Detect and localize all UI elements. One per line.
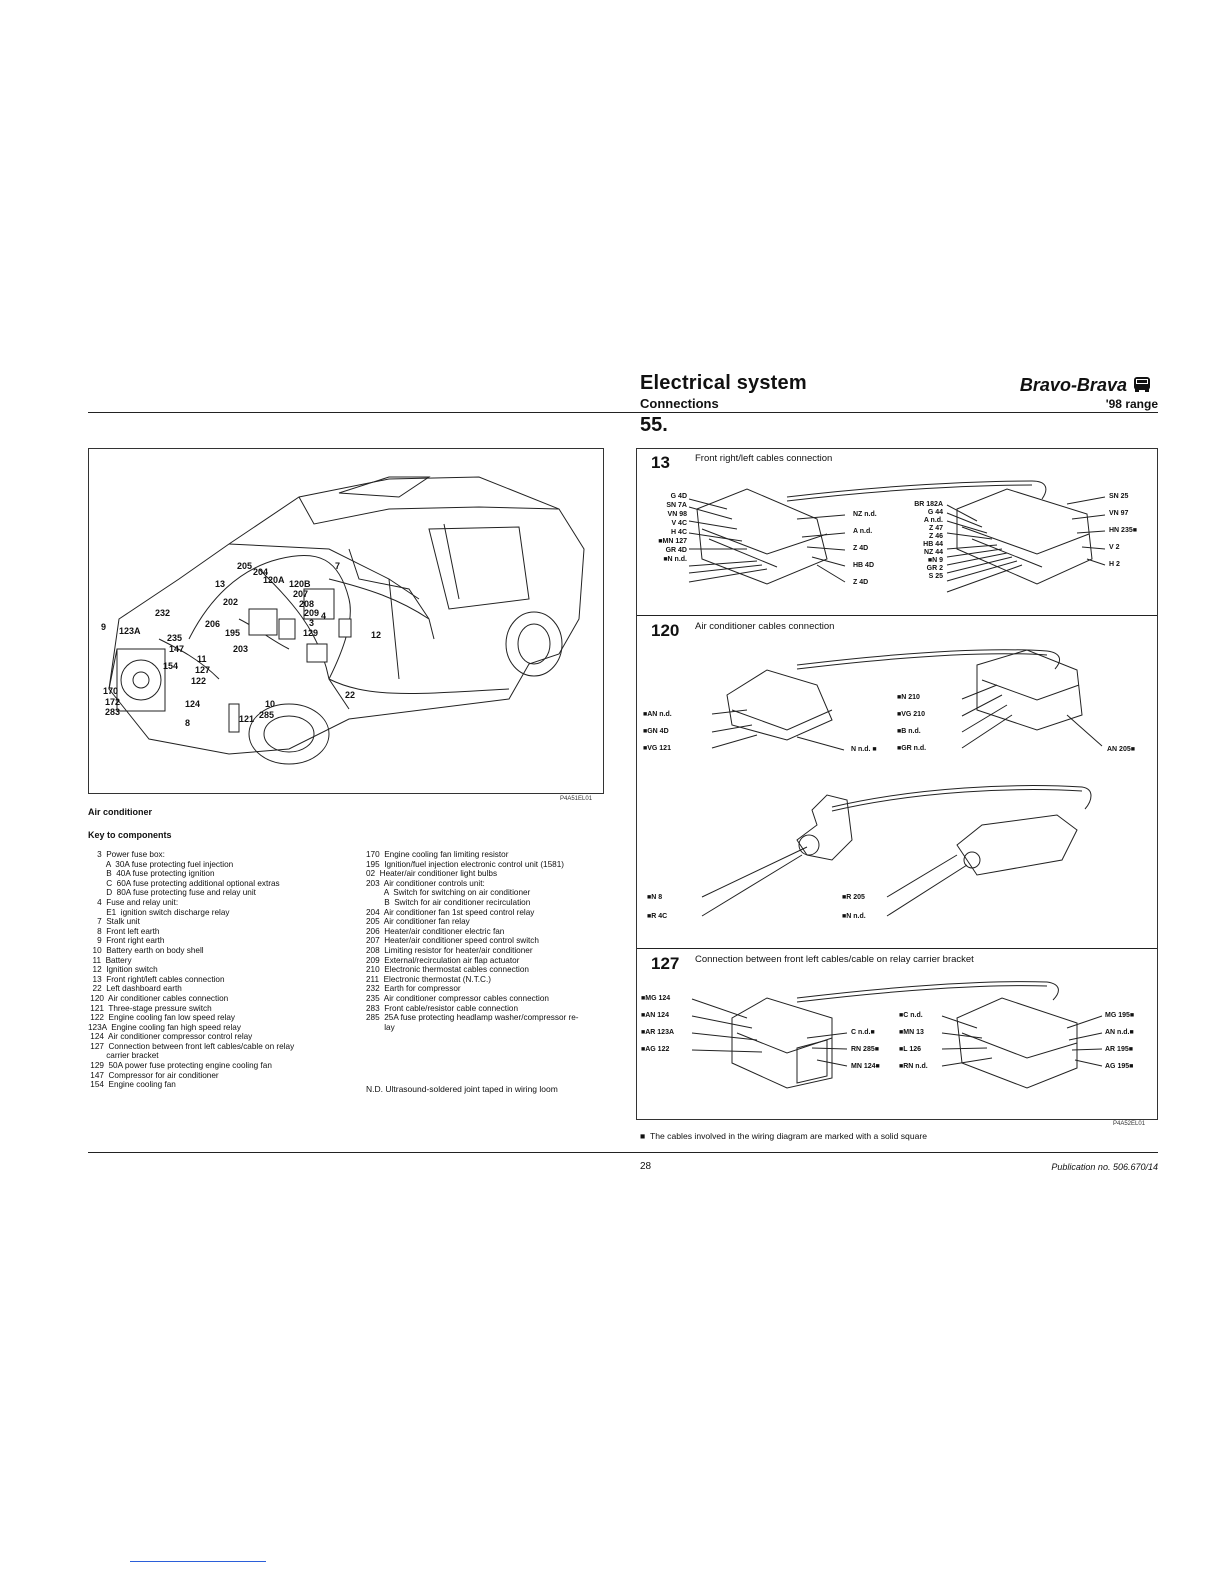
- callout-22: 22: [345, 690, 356, 700]
- pin-code: SN 7A: [666, 502, 687, 509]
- solid-square-icon: [870, 1029, 874, 1036]
- panel-120-right-pin-label: AN 205: [1107, 746, 1131, 753]
- callout-123A: 123A: [119, 626, 141, 636]
- pin-label: [887, 501, 943, 509]
- panel-127-left-pins: [641, 995, 674, 1063]
- pin-label: [1105, 1012, 1134, 1029]
- pin-code: GR 2: [926, 565, 943, 572]
- pin-label: [641, 1029, 674, 1046]
- key-right-item: 207 Heater/air conditioner speed control switch: [366, 936, 539, 946]
- pin-label: [851, 1029, 880, 1046]
- pin-code: A n.d.: [853, 528, 873, 535]
- pin-code: H 4C: [671, 529, 687, 536]
- pin-code: HB 44: [923, 541, 943, 548]
- pin-code: S 25: [928, 573, 943, 580]
- pin-label: [853, 528, 877, 545]
- panel-127-mid-pins: [851, 1029, 880, 1080]
- solid-square-icon: [872, 746, 876, 753]
- pin-label: [853, 511, 877, 528]
- panel-13-number: 13: [651, 453, 670, 472]
- pin-code: VG 210: [901, 711, 925, 718]
- solid-square-icon: [1133, 527, 1137, 534]
- key-right-item: 205 Air conditioner fan relay: [366, 917, 470, 927]
- pin-label: [1105, 1063, 1134, 1080]
- page-number: 28: [640, 1161, 652, 1172]
- panel-120-mid-pin: [851, 746, 877, 754]
- car-figure-code: P4A51EL01: [560, 796, 593, 802]
- pin-label: [637, 538, 687, 547]
- key-right-item: 195 Ignition/fuel injection electronic control unit (1581): [366, 859, 564, 869]
- callout-283: 283: [105, 707, 121, 717]
- pin-label: [1105, 1029, 1134, 1046]
- pin-code: Z 4D: [853, 579, 869, 586]
- pin-label: [637, 556, 687, 565]
- callout-207: 207: [293, 589, 309, 599]
- pin-code: MN 13: [903, 1029, 924, 1036]
- pin-code: G 4D: [670, 493, 687, 500]
- pin-label: [641, 1046, 674, 1063]
- pin-code: C n.d.: [903, 1012, 923, 1019]
- callout-11: 11: [197, 654, 207, 664]
- nd-note: N.D. Ultrasound-soldered joint taped in wiring loom: [366, 1084, 558, 1094]
- key-left-item: C 60A fuse protecting additional optional extras: [88, 878, 280, 888]
- pin-label: [1109, 493, 1137, 510]
- pin-code: Z 4D: [853, 545, 869, 552]
- key-left-item: carrier bracket: [88, 1051, 159, 1061]
- pin-code: VN 98: [667, 511, 687, 518]
- key-right-item: 285 25A fuse protecting headlamp washer/compressor re-: [366, 1013, 579, 1023]
- pin-label: [643, 728, 672, 745]
- pin-label: [851, 1063, 880, 1080]
- pin-label: [637, 511, 687, 520]
- callout-170: 170: [103, 686, 119, 696]
- section-subtitle: Connections: [640, 396, 719, 411]
- key-right-item: 209 External/recirculation air flap actuator: [366, 955, 520, 965]
- car-wiring-illustration: [89, 449, 603, 793]
- pin-label: [842, 894, 866, 913]
- pin-label: [899, 1012, 928, 1029]
- pin-label: [887, 533, 943, 541]
- footnote: [640, 1131, 927, 1141]
- footnote-text: The cables involved in the wiring diagram are marked with a solid square: [649, 1131, 928, 1141]
- panel-13-title: Front right/left cables connection: [695, 453, 833, 464]
- pin-label: [637, 529, 687, 538]
- pin-label: [887, 557, 943, 565]
- solid-square-icon: [1130, 1012, 1134, 1019]
- pin-label: [637, 502, 687, 511]
- brand-text: Bravo-Brava: [1019, 375, 1127, 395]
- pin-code: NZ 44: [923, 549, 943, 556]
- pin-code: VN 97: [1109, 510, 1129, 517]
- pin-label: [643, 745, 672, 762]
- pin-code: N 8: [651, 894, 663, 901]
- key-right-item: A Switch for switching on air conditioner: [366, 888, 531, 898]
- key-left-item: 13 Front right/left cables connection: [88, 974, 225, 984]
- key-left-item: 11 Battery: [88, 955, 132, 965]
- key-right-item: 02 Heater/air conditioner light bulbs: [366, 869, 498, 879]
- header-rule: [88, 412, 1158, 413]
- pin-label: [899, 1029, 928, 1046]
- pin-code: N 9: [932, 557, 943, 564]
- callout-232: 232: [155, 608, 171, 618]
- key-section-title: Air conditioner: [88, 807, 153, 817]
- pin-label: [647, 894, 667, 913]
- callout-195: 195: [225, 628, 241, 638]
- pin-code: B n.d.: [901, 728, 921, 735]
- panel-13-left-pins: [637, 493, 687, 565]
- callout-203: 203: [233, 644, 249, 654]
- pin-code: H 2: [1109, 561, 1120, 568]
- callout-124: 124: [185, 699, 201, 709]
- key-left-item: 123A Engine cooling fan high speed relay: [88, 1022, 241, 1032]
- callout-202: 202: [223, 597, 239, 607]
- key-left-item: 121 Three-stage pressure switch: [88, 1003, 212, 1013]
- panel-127-number: 127: [651, 954, 680, 973]
- pin-label: [842, 913, 866, 932]
- key-right-item: 170 Engine cooling fan limiting resistor: [366, 850, 509, 859]
- key-right-item: 232 Earth for compressor: [366, 984, 461, 994]
- callout-208: 208: [299, 599, 315, 609]
- pin-code: R 205: [846, 894, 865, 901]
- callout-147: 147: [169, 644, 185, 654]
- panel-120b-left-pins: [647, 894, 667, 932]
- key-left-item: 4 Fuse and relay unit:: [88, 897, 179, 907]
- callout-9: 9: [101, 622, 107, 632]
- key-right-item: 283 Front cable/resistor cable connection: [366, 1003, 519, 1013]
- pin-label: [1109, 544, 1137, 561]
- callout-3: 3: [309, 618, 315, 628]
- callout-205: 205: [237, 561, 253, 571]
- pin-code: R 4C: [651, 913, 668, 920]
- panel-13-mid-pins: [853, 511, 877, 596]
- pin-code: AN n.d.: [1105, 1029, 1130, 1036]
- fiat-logo-icon: [1132, 374, 1152, 394]
- connector-120-drawing: [637, 615, 1157, 948]
- pin-code: HB 4D: [853, 562, 875, 569]
- pin-code: VG 121: [647, 745, 671, 752]
- panel-120b-right-pins: [842, 894, 866, 932]
- solid-square-icon: [876, 1063, 880, 1070]
- key-left-item: 22 Left dashboard earth: [88, 984, 182, 994]
- pin-code: GR n.d.: [901, 745, 927, 752]
- pin-code: AN 124: [645, 1012, 669, 1019]
- section-title: Electrical system: [640, 372, 807, 394]
- pin-code: HN 235: [1109, 527, 1133, 534]
- key-left-item: E1 ignition switch discharge relay: [88, 907, 230, 917]
- key-heading: Key to components: [88, 830, 172, 840]
- pin-label: [853, 562, 877, 579]
- solid-square-icon: [1129, 1063, 1133, 1070]
- callout-206: 206: [205, 619, 221, 629]
- callout-209: 209: [304, 608, 320, 618]
- key-left-item: 147 Compressor for air conditioner: [88, 1070, 219, 1080]
- pin-code: SN 25: [1109, 493, 1129, 500]
- footer-rule: [88, 1152, 1158, 1153]
- page-section-number: 55.: [640, 414, 668, 436]
- model-range: '98 range: [1105, 397, 1158, 411]
- solid-square-icon: [1129, 1046, 1133, 1053]
- callout-235: 235: [167, 633, 183, 643]
- panel-120-number: 120: [651, 621, 680, 640]
- pin-label: [853, 545, 877, 562]
- pin-label: [887, 541, 943, 549]
- pin-code: MG 195: [1105, 1012, 1130, 1019]
- pin-code: AR 123A: [645, 1029, 675, 1036]
- pin-label: [887, 509, 943, 517]
- pin-code: N n.d.: [846, 913, 866, 920]
- pin-label: [887, 517, 943, 525]
- callout-12: 12: [371, 630, 382, 640]
- key-left-item: 10 Battery earth on body shell: [88, 945, 204, 955]
- panels-figure-code: P4A52EL01: [1113, 1121, 1146, 1127]
- pin-label: [887, 525, 943, 533]
- key-left-item: B 40A fuse protecting ignition: [88, 869, 215, 879]
- pin-code: MN 127: [662, 538, 687, 545]
- solid-square-icon: [875, 1046, 879, 1053]
- pin-code: V 2: [1109, 544, 1120, 551]
- pin-code: AG 122: [645, 1046, 670, 1053]
- panel-120-left-pins: [643, 711, 672, 762]
- panel-120-right-pin: [1107, 746, 1135, 754]
- pin-label: [647, 913, 667, 932]
- callout-120A: 120A: [263, 575, 285, 585]
- solid-square-icon: [1131, 746, 1135, 753]
- panel-120-right-left-pins: [897, 694, 926, 762]
- pin-code: G 44: [927, 509, 943, 516]
- key-right-item: 203 Air conditioner controls unit:: [366, 878, 485, 888]
- callout-129: 129: [303, 628, 319, 638]
- pin-code: MN 124: [851, 1063, 876, 1070]
- key-left-column: [88, 850, 294, 1090]
- callout-122: 122: [191, 676, 207, 686]
- key-left-item: D 80A fuse protecting fuse and relay unit: [88, 888, 256, 898]
- key-right-item: 208 Limiting resistor for heater/air conditioner: [366, 945, 533, 955]
- pin-code: MG 124: [645, 995, 671, 1002]
- key-left-item: 12 Ignition switch: [88, 965, 158, 975]
- pin-label: [887, 573, 943, 581]
- pin-label: [897, 745, 926, 762]
- pin-label: [643, 711, 672, 728]
- key-right-item: B Switch for air conditioner recirculation: [366, 897, 531, 907]
- panel-13-right-pins: [1109, 493, 1137, 578]
- key-left-item: 129 50A power fuse protecting engine cooling fan: [88, 1061, 272, 1071]
- key-left-item: 127 Connection between front left cables/cable on relay: [88, 1041, 295, 1051]
- pin-label: [887, 565, 943, 573]
- callout-4: 4: [321, 611, 327, 621]
- pin-code: AN n.d.: [647, 711, 672, 718]
- pin-label: [1109, 510, 1137, 527]
- pin-code: AG 195: [1105, 1063, 1130, 1070]
- key-left-item: 3 Power fuse box:: [88, 850, 165, 859]
- pin-label: [899, 1046, 928, 1063]
- callout-127: 127: [195, 665, 211, 675]
- car-diagram-frame: [88, 448, 604, 794]
- key-right-item: 210 Electronic thermostat cables connection: [366, 965, 529, 975]
- pin-code: Z 46: [928, 533, 943, 540]
- pin-code: L 126: [903, 1046, 922, 1053]
- callout-285: 285: [259, 710, 275, 720]
- pin-code: Z 47: [928, 525, 943, 532]
- pin-code: A n.d.: [923, 517, 943, 524]
- pin-label: [899, 1063, 928, 1080]
- callout-13: 13: [215, 579, 226, 589]
- key-left-item: 8 Front left earth: [88, 926, 160, 936]
- key-right-item: 211 Electronic thermostat (N.T.C.): [366, 974, 491, 984]
- key-right-column: [366, 850, 579, 1032]
- pin-code: GN 4D: [647, 728, 669, 735]
- callout-172: 172: [105, 697, 121, 707]
- callout-7: 7: [335, 561, 341, 571]
- key-left-item: 124 Air conditioner compressor control relay: [88, 1032, 253, 1042]
- pin-label: [641, 995, 674, 1012]
- pin-label: [637, 520, 687, 529]
- pin-code: BR 182A: [914, 501, 943, 508]
- callout-204: 204: [253, 567, 269, 577]
- pin-label: [897, 728, 926, 745]
- pin-label: [897, 711, 926, 728]
- pin-label: [897, 694, 926, 711]
- connector-127-drawing: [637, 948, 1157, 1119]
- page-bottom-rule: [130, 1561, 266, 1562]
- pin-code: NZ n.d.: [853, 511, 877, 518]
- key-left-item: A 30A fuse protecting fuel injection: [88, 859, 234, 869]
- panel-120-mid-pin-label: N n.d.: [851, 746, 871, 753]
- pin-label: [1109, 527, 1137, 544]
- pin-code: V 4C: [671, 520, 687, 527]
- pin-label: [851, 1046, 880, 1063]
- solid-square-icon: [640, 1131, 645, 1141]
- key-right-item: 204 Air conditioner fan 1st speed control relay: [366, 907, 535, 917]
- callout-154: 154: [163, 661, 179, 671]
- panel-127-right-pins: [1105, 1012, 1134, 1080]
- panel-127-title: Connection between front left cables/cable on relay carrier bracket: [695, 954, 974, 965]
- callout-120B: 120B: [289, 579, 311, 589]
- panel-127-right-left-pins: [899, 1012, 928, 1080]
- callout-10: 10: [265, 699, 276, 709]
- panel-120-title: Air conditioner cables connection: [695, 621, 835, 632]
- key-left-item: 122 Engine cooling fan low speed relay: [88, 1013, 236, 1023]
- pin-label: [637, 493, 687, 502]
- key-right-item: 206 Heater/air conditioner electric fan: [366, 926, 505, 936]
- pin-label: [641, 1012, 674, 1029]
- pin-label: [853, 579, 877, 596]
- key-right-item: lay: [366, 1022, 395, 1032]
- callout-8: 8: [185, 718, 191, 728]
- key-left-item: 120 Air conditioner cables connection: [88, 993, 229, 1003]
- key-left-item: 9 Front right earth: [88, 936, 165, 946]
- brand-name: [1020, 374, 1152, 396]
- pin-code: GR 4D: [665, 547, 687, 554]
- connector-panels-frame: [636, 448, 1158, 1127]
- pin-label: [887, 549, 943, 557]
- key-right-item: 235 Air conditioner compressor cables connection: [366, 993, 549, 1003]
- pin-label: [1105, 1046, 1134, 1063]
- callout-121: 121: [239, 714, 255, 724]
- panel-13-right-left-pins: [887, 501, 943, 581]
- pin-code: N 210: [901, 694, 920, 701]
- publication-number: Publication no. 506.670/14: [1051, 1162, 1158, 1172]
- key-left-item: 154 Engine cooling fan: [88, 1080, 176, 1090]
- pin-code: AR 195: [1105, 1046, 1129, 1053]
- pin-code: C n.d.: [851, 1029, 871, 1036]
- pin-code: RN 285: [851, 1046, 875, 1053]
- pin-label: [1109, 561, 1137, 578]
- pin-code: N n.d.: [667, 556, 687, 563]
- key-left-item: 7 Stalk unit: [88, 917, 140, 927]
- solid-square-icon: [1130, 1029, 1134, 1036]
- pin-label: [637, 547, 687, 556]
- pin-code: RN n.d.: [903, 1063, 928, 1070]
